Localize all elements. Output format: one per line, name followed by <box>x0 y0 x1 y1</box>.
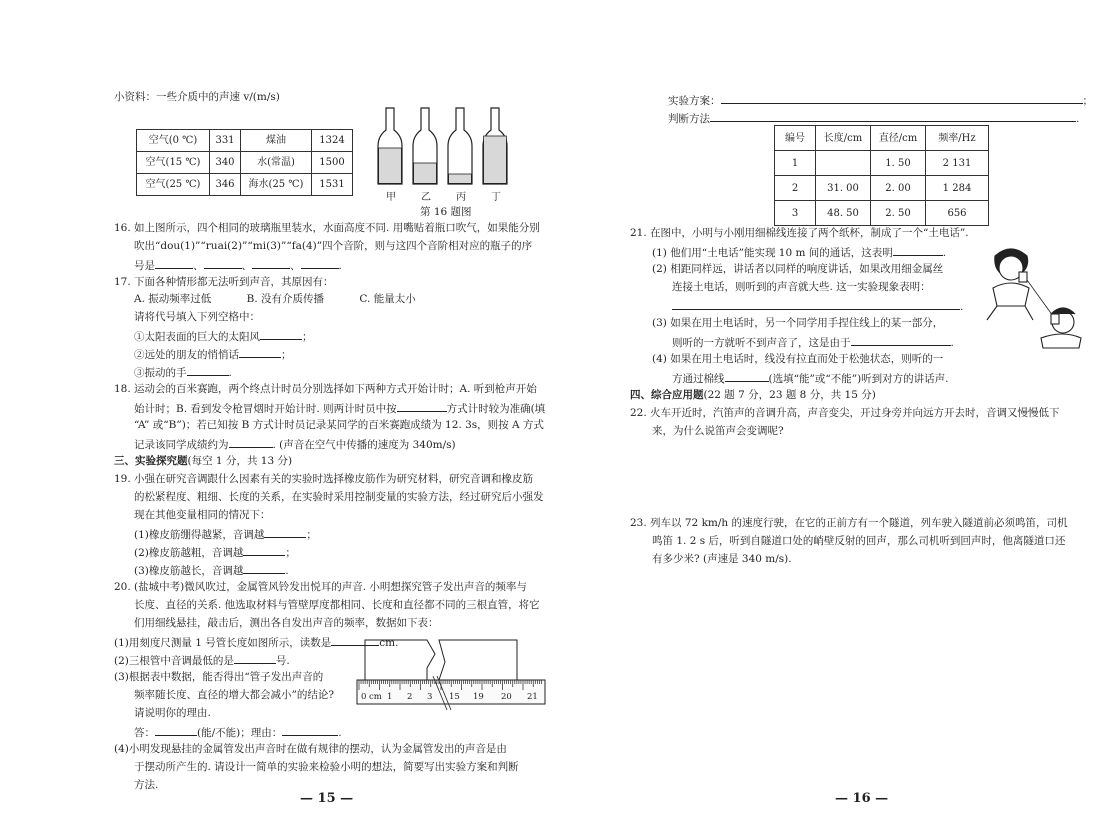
q17-options <box>134 292 416 308</box>
answer-blank[interactable] <box>282 724 338 736</box>
q17-item2 <box>134 346 292 364</box>
q21-item3-line2 <box>672 334 954 352</box>
answer-blank[interactable] <box>204 257 242 269</box>
bottle-label: 甲 <box>386 192 396 203</box>
table-cell: 空气(0 ℃) <box>137 130 210 152</box>
q18-text: 始计时；B. 看到发令枪冒烟时开始计时. 则两计时员中按 <box>134 403 397 415</box>
q21-line1: 21. 在图中，小明与小刚用细棉线连接了两个纸杯，制成了一个“土电话”. <box>630 227 969 239</box>
q18-line2 <box>134 400 545 418</box>
answer-blank[interactable] <box>672 298 960 310</box>
q20-line2: 长度、直径的关系. 他选取材料与管壁厚度都相同、长度和直径都不同的三根直管，将它 <box>134 599 540 611</box>
q21-item3-line1: (3) 如果在用土电话时，另一个同学用手捏住线上的某一部分， <box>652 317 944 329</box>
item-text: 号. <box>275 655 290 667</box>
table-cell: 48. 50 <box>816 201 871 226</box>
answer-blank[interactable] <box>893 244 943 256</box>
section-note: (每空 1 分，共 13 分) <box>187 455 293 467</box>
table-row <box>137 130 353 152</box>
q20-item2 <box>114 652 290 670</box>
punct: . <box>338 727 342 739</box>
item-text: 答： <box>134 727 155 739</box>
q17-line1: 17. 下面各种情形都无法听到声音，其原因有： <box>114 276 334 288</box>
q21-item1 <box>652 244 946 262</box>
info-title: 小资料：一些介质中的声速 v/(m/s) <box>114 91 280 103</box>
table-header: 长度/cm <box>816 126 871 151</box>
table-cell: 3 <box>775 201 816 226</box>
punct: . <box>1076 113 1080 125</box>
section-note: (22 题 7 分，23 题 8 分，共 15 分) <box>703 389 876 401</box>
table-cell: 2. 00 <box>871 176 926 201</box>
option-c: C. 能量太小 <box>359 293 416 305</box>
q20-item4-line2: 于摆动所产生的. 请设计一简单的实验来检验小明的想法，简要写出实验方案和判断 <box>134 761 519 773</box>
table-row <box>137 174 353 196</box>
punct: . <box>960 301 964 313</box>
item-text: 则听的一方就听不到声音了，这是由于 <box>672 337 851 349</box>
answer-blank[interactable] <box>721 92 1083 104</box>
table-cell: 346 <box>210 174 241 196</box>
water-jia <box>379 148 402 183</box>
answer-blank[interactable] <box>851 334 951 346</box>
water-ding <box>484 136 507 183</box>
item-text: (3)橡皮筋越长，音调越 <box>134 565 244 577</box>
table-header: 频率/Hz <box>926 126 989 151</box>
sound-speed-table <box>136 129 353 196</box>
punct: ； <box>1082 95 1093 107</box>
pipe-left <box>365 640 435 680</box>
q18-line3: “A” 或“B”)；若已知按 B 方式计时员记录某同学的百米赛跑成绩为 12. 3s，则按 A 方式 <box>134 419 544 431</box>
answer-blank[interactable] <box>725 370 769 382</box>
option-b: B. 没有介质传播 <box>246 293 325 305</box>
item-text: 判断方法 <box>668 113 710 125</box>
q18-line4 <box>134 436 456 454</box>
punct: . <box>942 247 947 259</box>
item-text: (1)橡皮筋绷得越紧，音调越 <box>134 529 265 541</box>
answer-blank[interactable] <box>710 110 1076 122</box>
q22-line1: 22. 火车开近时，汽笛声的音调升高，声音变尖，开过身旁并向远方开去时，音调又慢慢低下 <box>630 407 1060 419</box>
ruler-label: 2 <box>407 692 413 702</box>
q16-line3 <box>134 257 342 275</box>
separator: 、 <box>241 260 252 272</box>
q20-item4-line1: (4)小明发现悬挂的金属管发出声音时在做有规律的摆动，认为金属管发出的声音是由 <box>114 743 507 755</box>
q21-item2-line2: 连接土电话，则听到的声音就大些. 这一实验现象表明： <box>672 281 931 293</box>
page-number-right: — 16 — <box>835 791 889 806</box>
q18-text: . (声音在空气中传播的速度为 340m/s) <box>272 439 456 451</box>
q20-line3: 们用细线悬挂，敲击后，测出各自发出声音的频率，数据如下表： <box>134 617 439 629</box>
answer-blank[interactable] <box>301 257 339 269</box>
q19-line3: 现在其他变量相同的情况下： <box>134 509 271 521</box>
q23-line2: 鸣笛 1. 2 s 后，听到自隧道口处的峭壁反射的回声，那么司机听到回声时，他离隧道口还 <box>652 535 1066 547</box>
punct: ； <box>285 547 296 559</box>
q20-item3-line1: (3)根据表中数据，能否得出“管子发出声音的 <box>114 671 324 683</box>
table-row <box>137 152 353 174</box>
q20-answer-line <box>134 724 342 742</box>
answer-blank[interactable] <box>260 328 302 340</box>
ruler-label: 19 <box>473 692 484 702</box>
answer-blank[interactable] <box>243 562 285 574</box>
q17-item1 <box>134 328 313 346</box>
q19-item2 <box>134 544 296 562</box>
answer-blank[interactable] <box>155 257 193 269</box>
table-cell: 煤油 <box>241 130 312 152</box>
q18-line1: 18. 运动会的百米赛跑，两个终点计时员分别选择如下两种方式开始计时；A. 听到枪声开始 <box>114 383 537 395</box>
ruler-label: 1 <box>387 692 393 702</box>
table-header: 直径/cm <box>871 126 926 151</box>
q21-item4-line2 <box>672 370 949 388</box>
item-text: cm. <box>379 637 399 649</box>
section4-title <box>630 388 876 404</box>
q21-item2-line1: (2) 相距同样远，讲话者以同样的响度讲话，如果改用细金属丝 <box>652 263 944 275</box>
table-cell: 海水(25 ℃) <box>241 174 312 196</box>
item-text: ③振动的手 <box>134 367 187 379</box>
bottle-bing <box>448 108 472 184</box>
table-cell: 2 <box>775 176 816 201</box>
table-cell: 656 <box>926 201 989 226</box>
answer-blank[interactable] <box>187 364 229 376</box>
punct: . <box>285 565 289 577</box>
q17-instruction: 请将代号填入下列空格中： <box>134 311 260 323</box>
ruler-label: 3 <box>427 692 433 702</box>
punct: ； <box>302 331 313 343</box>
separator: 、 <box>290 260 301 272</box>
q19-item1 <box>134 526 317 544</box>
table-row <box>775 201 989 226</box>
section3-title <box>114 454 292 470</box>
q19-line2: 的松紧程度、粗细、长度的关系，在实验时采用控制变量的实验方法，经过研究后小强发 <box>134 491 544 503</box>
plan-line <box>668 92 1093 110</box>
table-cell: 水(常温) <box>241 152 312 174</box>
ruler-label: cm <box>369 692 382 702</box>
item-text: 方通过棉线 <box>672 373 725 385</box>
table-cell: 1. 50 <box>871 151 926 176</box>
ruler-label: 15 <box>449 692 460 702</box>
answer-blank[interactable] <box>243 544 285 556</box>
table-cell: 空气(25 ℃) <box>137 174 210 196</box>
table-row <box>775 151 989 176</box>
table-cell: 1531 <box>312 174 353 196</box>
q20-item4-line3: 方法. <box>134 779 159 791</box>
water-yi <box>414 163 437 183</box>
option-a: A. 振动频率过低 <box>134 293 212 305</box>
q19-line1: 19. 小强在研究音调跟什么因素有关的实验时选择橡皮筋作为研究材料，研究音调和橡皮筋 <box>114 473 534 485</box>
q21-item4-line1: (4) 如果在用土电话时，线没有拉直而处于松弛状态，则听的一 <box>652 353 944 365</box>
item-text: (2)橡皮筋越粗，音调越 <box>134 547 244 559</box>
table-header-row <box>775 126 989 151</box>
q18-text: 记录该同学成绩约为 <box>134 439 229 451</box>
tin-can-phone-illustration <box>975 242 1087 352</box>
table-cell: 1 284 <box>926 176 989 201</box>
item-text: (能/不能)；理由： <box>197 727 283 739</box>
answer-blank[interactable] <box>234 652 276 664</box>
table-cell: 空气(15 ℃) <box>137 152 210 174</box>
answer-blank[interactable] <box>264 526 306 538</box>
answer-blank[interactable] <box>229 436 273 448</box>
item-text: (1)用刻度尺测量 1 号管长度如图所示，读数是 <box>114 637 332 649</box>
item-text: 实验方案： <box>668 95 721 107</box>
q23-line3: 有多少米? (声速是 340 m/s). <box>652 553 792 565</box>
water-bing <box>449 174 472 183</box>
q23-line1: 23. 列车以 72 km/h 的速度行驶，在它的正前方有一个隧道，列车驶入隧道前必须鸣笛，司机 <box>630 517 1068 529</box>
table-cell: 331 <box>210 130 241 152</box>
section-title: 四、综合应用题 <box>630 389 704 401</box>
period: . <box>338 260 342 272</box>
page-number-left: — 15 — <box>300 791 354 806</box>
ruler-label: 0 <box>361 692 367 702</box>
q18-text: 方式计时较为准确(填 <box>446 403 546 415</box>
table-cell: 2 131 <box>926 151 989 176</box>
q20-line1: 20. (盐城中考)微风吹过，金属管风铃发出悦耳的声音. 小明想探究管子发出声音的频率与 <box>114 581 527 593</box>
fig16-caption: 第 16 题图 <box>420 206 472 218</box>
frequency-table <box>774 125 989 226</box>
ruler-label: 20 <box>501 692 512 702</box>
q17-item3 <box>134 364 232 382</box>
item-text: (1) 他们用“土电话”能实现 10 m 间的通话，这表明 <box>652 247 893 259</box>
punct: . <box>228 367 232 379</box>
table-row <box>775 176 989 201</box>
bottles-figure <box>374 104 514 196</box>
item-text: ②远处的朋友的悄悄话 <box>134 349 239 361</box>
answer-blank[interactable] <box>155 724 197 736</box>
table-cell: 1324 <box>312 130 353 152</box>
punct: ； <box>306 529 317 541</box>
bottle-label: 丁 <box>491 192 501 203</box>
q20-item3-line3: 请说明你的理由. <box>134 707 211 719</box>
table-cell: 1500 <box>312 152 353 174</box>
punct: . <box>950 337 954 349</box>
table-header: 编号 <box>775 126 816 151</box>
q19-item3 <box>134 562 289 580</box>
q16-line1: 16. 如上图所示，四个相同的玻璃瓶里装水，水面高度不同. 用嘴贴着瓶口吹气，如果能分别 <box>114 222 540 234</box>
item-text: ①太阳表面的巨大的太阳风 <box>134 331 260 343</box>
table-cell: 2. 50 <box>871 201 926 226</box>
answer-blank[interactable] <box>239 346 281 358</box>
separator: 、 <box>193 260 204 272</box>
table-cell: 340 <box>210 152 241 174</box>
section-title: 三、实验探究题 <box>114 455 188 467</box>
answer-blank[interactable] <box>252 257 290 269</box>
answer-blank[interactable] <box>397 400 447 412</box>
table-cell <box>816 151 871 176</box>
table-cell: 31. 00 <box>816 176 871 201</box>
bottle-label: 乙 <box>421 192 431 203</box>
pipe-right <box>439 640 517 680</box>
item-text: (2)三根管中音调最低的是 <box>114 655 234 667</box>
ruler-label: 21 <box>527 692 538 702</box>
bottle-label: 丙 <box>456 192 466 203</box>
q16-line2: 吹出“dou(1)”“ruai(2)”“mi(3)”“fa(4)”四个音阶，则与这四个音阶相对应的瓶子的序 <box>134 240 533 252</box>
punct: ； <box>281 349 292 361</box>
q20-item3-line2: 频率随长度、直径的增大都会减小”的结论? <box>134 689 334 701</box>
q16-prefix: 号是 <box>134 260 155 272</box>
table-cell: 1 <box>775 151 816 176</box>
q21-item2-line3 <box>672 298 963 316</box>
item-text: (选填“能”或“不能”)听到对方的讲话声. <box>768 373 949 385</box>
q22-line2: 来，为什么说笛声会变调呢? <box>652 425 784 437</box>
